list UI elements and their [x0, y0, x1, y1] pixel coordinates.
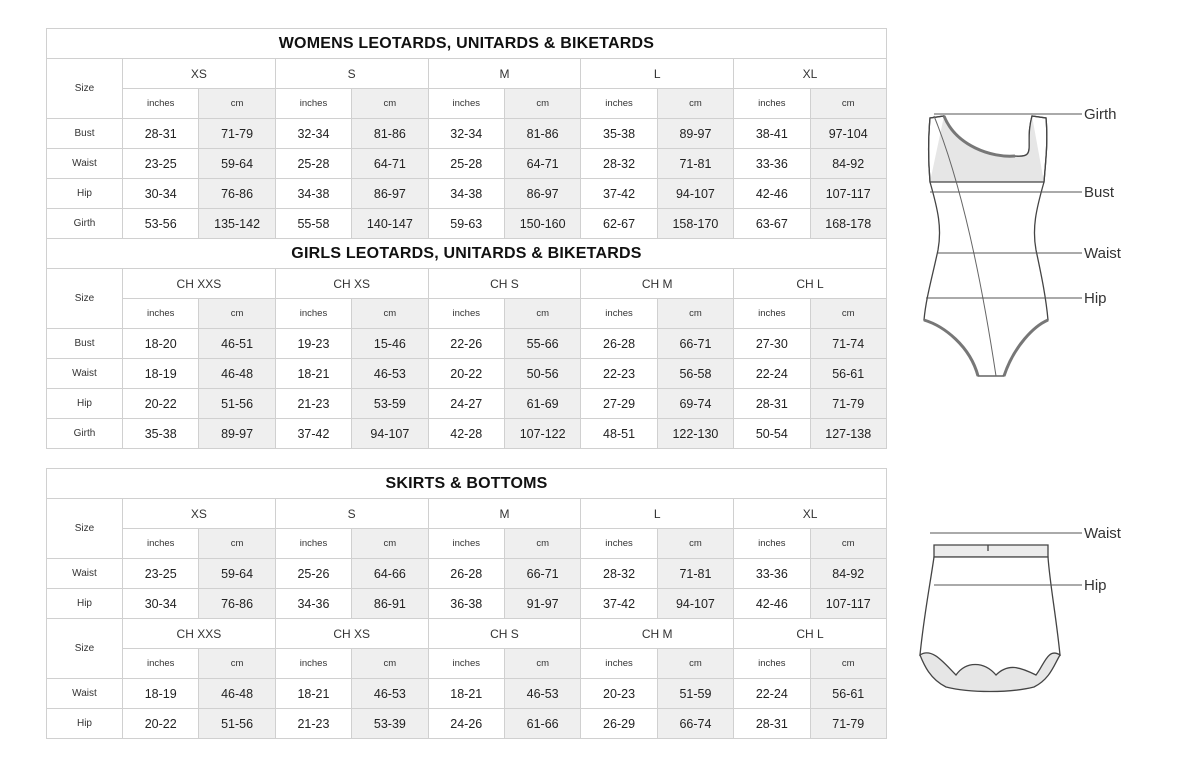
- table-cell: 46-53: [504, 679, 580, 709]
- table-cell: 24-27: [428, 389, 504, 419]
- table-cell: 94-107: [657, 589, 733, 619]
- table-cell: 18-21: [275, 679, 351, 709]
- table-cell: 22-24: [734, 359, 810, 389]
- table-cell: 71-79: [199, 119, 275, 149]
- table-cell: 59-63: [428, 209, 504, 239]
- skirts-adult-size-header-row: [47, 499, 887, 529]
- womens-row-hip: [47, 179, 887, 209]
- label-skirt-hip: Hip: [1084, 577, 1107, 594]
- table-cell: 63-67: [734, 209, 810, 239]
- label-hip: Hip: [1084, 290, 1107, 307]
- table-cell: 32-34: [275, 119, 351, 149]
- table-cell: 42-46: [734, 589, 810, 619]
- skirts-adult-row-label: Hip: [47, 589, 123, 619]
- skirts-child-size-1: CH XS: [275, 619, 428, 649]
- table-cell: 86-91: [352, 589, 428, 619]
- unit-inches: inches: [275, 529, 351, 559]
- skirts-child-size-0: CH XXS: [123, 619, 276, 649]
- label-skirt-waist: Waist: [1084, 525, 1121, 542]
- table-cell: 46-53: [352, 679, 428, 709]
- girls-size-1: CH XS: [275, 269, 428, 299]
- table-cell: 48-51: [581, 419, 657, 449]
- table-cell: 64-71: [352, 149, 428, 179]
- table-cell: 71-79: [810, 389, 886, 419]
- table-cell: 19-23: [275, 329, 351, 359]
- table-cell: 22-26: [428, 329, 504, 359]
- table-cell: 107-117: [810, 179, 886, 209]
- girls-row-label: Waist: [47, 359, 123, 389]
- table-cell: 168-178: [810, 209, 886, 239]
- table-cell: 15-46: [352, 329, 428, 359]
- unit-inches: inches: [428, 299, 504, 329]
- table-cell: 46-51: [199, 329, 275, 359]
- skirts-adult-size-1: S: [275, 499, 428, 529]
- skirts-child-size-3: CH M: [581, 619, 734, 649]
- table-cell: 71-74: [810, 329, 886, 359]
- girls-row-bust: [47, 329, 887, 359]
- unit-inches: inches: [734, 649, 810, 679]
- unit-cm: cm: [352, 299, 428, 329]
- table-cell: 56-58: [657, 359, 733, 389]
- table-cell: 26-28: [428, 559, 504, 589]
- table-cell: 94-107: [352, 419, 428, 449]
- table-cell: 50-54: [734, 419, 810, 449]
- table-cell: 28-31: [734, 389, 810, 419]
- unit-inches: inches: [581, 299, 657, 329]
- unit-inches: inches: [123, 649, 199, 679]
- table-cell: 28-32: [581, 559, 657, 589]
- skirts-adult-size-label: Size: [47, 499, 123, 559]
- girls-row-label: Hip: [47, 389, 123, 419]
- unit-inches: inches: [734, 89, 810, 119]
- womens-row-label: Hip: [47, 179, 123, 209]
- womens-size-3: L: [581, 59, 734, 89]
- table-cell: 122-130: [657, 419, 733, 449]
- table-cell: 34-38: [275, 179, 351, 209]
- unit-cm: cm: [657, 89, 733, 119]
- skirts-adult-row-label: Waist: [47, 559, 123, 589]
- unit-cm: cm: [352, 529, 428, 559]
- table-cell: 42-28: [428, 419, 504, 449]
- unit-inches: inches: [123, 529, 199, 559]
- table-cell: 34-38: [428, 179, 504, 209]
- skirts-adult-size-3: L: [581, 499, 734, 529]
- unit-cm: cm: [657, 529, 733, 559]
- table-cell: 71-81: [657, 559, 733, 589]
- skirts-child-size-label: Size: [47, 619, 123, 679]
- girls-row-label: Bust: [47, 329, 123, 359]
- table-cell: 55-58: [275, 209, 351, 239]
- table-cell: 38-41: [734, 119, 810, 149]
- girls-row-label: Girth: [47, 419, 123, 449]
- table-cell: 18-19: [123, 679, 199, 709]
- skirts-adult-size-0: XS: [123, 499, 276, 529]
- table-cell: 20-22: [123, 389, 199, 419]
- table-cell: 51-56: [199, 709, 275, 739]
- unit-cm: cm: [810, 299, 886, 329]
- womens-unit-row: [47, 89, 887, 119]
- leotard-icon: [924, 116, 1048, 376]
- table-cell: 55-66: [504, 329, 580, 359]
- table-cell: 51-59: [657, 679, 733, 709]
- womens-row-bust: [47, 119, 887, 149]
- table-cell: 71-79: [810, 709, 886, 739]
- girls-size-header-row: [47, 269, 887, 299]
- table-cell: 26-28: [581, 329, 657, 359]
- table-cell: 46-48: [199, 679, 275, 709]
- womens-size-0: XS: [123, 59, 276, 89]
- table-cell: 150-160: [504, 209, 580, 239]
- unit-cm: cm: [504, 529, 580, 559]
- table-cell: 25-28: [275, 149, 351, 179]
- table-cell: 64-66: [352, 559, 428, 589]
- table-cell: 76-86: [199, 589, 275, 619]
- table-cell: 18-20: [123, 329, 199, 359]
- table-cell: 71-81: [657, 149, 733, 179]
- skirts-child-row-waist: [47, 679, 887, 709]
- skirts-adult-size-2: M: [428, 499, 581, 529]
- table-cell: 53-59: [352, 389, 428, 419]
- unit-inches: inches: [123, 299, 199, 329]
- table-cell: 61-66: [504, 709, 580, 739]
- girls-size-4: CH L: [734, 269, 887, 299]
- girls-size-label: Size: [47, 269, 123, 329]
- unit-inches: inches: [581, 529, 657, 559]
- table-cell: 64-71: [504, 149, 580, 179]
- table-cell: 66-71: [504, 559, 580, 589]
- table-cell: 66-74: [657, 709, 733, 739]
- unit-cm: cm: [352, 649, 428, 679]
- table-cell: 89-97: [657, 119, 733, 149]
- label-waist: Waist: [1084, 245, 1121, 262]
- unit-inches: inches: [428, 649, 504, 679]
- skirts-child-size-2: CH S: [428, 619, 581, 649]
- womens-size-2: M: [428, 59, 581, 89]
- skirts-adult-size-4: XL: [734, 499, 887, 529]
- unit-cm: cm: [504, 89, 580, 119]
- girls-unit-row: [47, 299, 887, 329]
- skirts-adult-unit-row: [47, 529, 887, 559]
- unit-inches: inches: [734, 529, 810, 559]
- skirts-adult-row-waist: [47, 559, 887, 589]
- unit-inches: inches: [734, 299, 810, 329]
- label-bust: Bust: [1084, 184, 1115, 201]
- table-cell: 76-86: [199, 179, 275, 209]
- unit-cm: cm: [810, 89, 886, 119]
- table-cell: 84-92: [810, 559, 886, 589]
- unit-cm: cm: [199, 89, 275, 119]
- skirts-child-row-label: Hip: [47, 709, 123, 739]
- table-cell: 66-71: [657, 329, 733, 359]
- table-cell: 18-21: [428, 679, 504, 709]
- skirt-measurement-diagram: [900, 515, 1160, 700]
- unit-inches: inches: [428, 529, 504, 559]
- unit-cm: cm: [504, 649, 580, 679]
- skirts-title: SKIRTS & BOTTOMS: [47, 469, 887, 499]
- table-cell: 36-38: [428, 589, 504, 619]
- unit-cm: cm: [810, 649, 886, 679]
- unit-cm: cm: [810, 529, 886, 559]
- table-cell: 37-42: [581, 179, 657, 209]
- table-cell: 23-25: [123, 149, 199, 179]
- table-cell: 127-138: [810, 419, 886, 449]
- table-cell: 32-34: [428, 119, 504, 149]
- table-cell: 27-30: [734, 329, 810, 359]
- table-cell: 20-22: [428, 359, 504, 389]
- table-cell: 97-104: [810, 119, 886, 149]
- label-girth: Girth: [1084, 106, 1117, 123]
- table-cell: 59-64: [199, 559, 275, 589]
- girls-size-0: CH XXS: [123, 269, 276, 299]
- table-cell: 25-26: [275, 559, 351, 589]
- table-cell: 56-61: [810, 679, 886, 709]
- table-cell: 28-32: [581, 149, 657, 179]
- womens-title-row: [47, 29, 887, 59]
- table-cell: 22-24: [734, 679, 810, 709]
- girls-title: GIRLS LEOTARDS, UNITARDS & BIKETARDS: [47, 239, 887, 269]
- table-cell: 135-142: [199, 209, 275, 239]
- table-cell: 30-34: [123, 179, 199, 209]
- table-cell: 107-122: [504, 419, 580, 449]
- unit-inches: inches: [581, 649, 657, 679]
- skirts-child-row-hip: [47, 709, 887, 739]
- table-cell: 35-38: [123, 419, 199, 449]
- table-cell: 25-28: [428, 149, 504, 179]
- table-cell: 35-38: [581, 119, 657, 149]
- table-cell: 20-23: [581, 679, 657, 709]
- unit-inches: inches: [581, 89, 657, 119]
- table-cell: 27-29: [581, 389, 657, 419]
- leotard-measurement-diagram: [900, 100, 1160, 390]
- girls-row-waist: [47, 359, 887, 389]
- womens-row-girth: [47, 209, 887, 239]
- table-cell: 21-23: [275, 709, 351, 739]
- unit-inches: inches: [275, 649, 351, 679]
- table-cell: 107-117: [810, 589, 886, 619]
- unit-cm: cm: [504, 299, 580, 329]
- table-cell: 94-107: [657, 179, 733, 209]
- womens-size-header-row: [47, 59, 887, 89]
- table-cell: 69-74: [657, 389, 733, 419]
- table-cell: 30-34: [123, 589, 199, 619]
- unit-cm: cm: [199, 649, 275, 679]
- table-cell: 20-22: [123, 709, 199, 739]
- skirts-child-unit-row: [47, 649, 887, 679]
- unit-inches: inches: [275, 299, 351, 329]
- womens-row-label: Bust: [47, 119, 123, 149]
- table-cell: 18-21: [275, 359, 351, 389]
- table-cell: 28-31: [123, 119, 199, 149]
- table-cell: 53-39: [352, 709, 428, 739]
- table-cell: 42-46: [734, 179, 810, 209]
- table-cell: 91-97: [504, 589, 580, 619]
- table-cell: 86-97: [504, 179, 580, 209]
- table-cell: 34-36: [275, 589, 351, 619]
- womens-row-label: Waist: [47, 149, 123, 179]
- table-cell: 50-56: [504, 359, 580, 389]
- table-cell: 18-19: [123, 359, 199, 389]
- table-cell: 84-92: [810, 149, 886, 179]
- leotards-size-table: [46, 28, 887, 449]
- unit-cm: cm: [199, 299, 275, 329]
- table-cell: 81-86: [504, 119, 580, 149]
- table-cell: 28-31: [734, 709, 810, 739]
- table-cell: 56-61: [810, 359, 886, 389]
- table-cell: 21-23: [275, 389, 351, 419]
- womens-size-4: XL: [734, 59, 887, 89]
- unit-cm: cm: [657, 299, 733, 329]
- unit-inches: inches: [428, 89, 504, 119]
- skirts-child-size-header-row: [47, 619, 887, 649]
- girls-row-hip: [47, 389, 887, 419]
- table-cell: 23-25: [123, 559, 199, 589]
- unit-inches: inches: [123, 89, 199, 119]
- skirts-size-table: [46, 468, 887, 739]
- womens-row-waist: [47, 149, 887, 179]
- table-cell: 59-64: [199, 149, 275, 179]
- girls-title-row: [47, 239, 887, 269]
- girls-size-3: CH M: [581, 269, 734, 299]
- womens-size-label: Size: [47, 59, 123, 119]
- table-cell: 61-69: [504, 389, 580, 419]
- table-cell: 53-56: [123, 209, 199, 239]
- unit-inches: inches: [275, 89, 351, 119]
- table-cell: 24-26: [428, 709, 504, 739]
- table-cell: 158-170: [657, 209, 733, 239]
- table-cell: 37-42: [275, 419, 351, 449]
- girls-row-girth: [47, 419, 887, 449]
- table-cell: 51-56: [199, 389, 275, 419]
- table-cell: 26-29: [581, 709, 657, 739]
- table-cell: 33-36: [734, 559, 810, 589]
- table-cell: 81-86: [352, 119, 428, 149]
- table-cell: 37-42: [581, 589, 657, 619]
- skirts-adult-row-hip: [47, 589, 887, 619]
- unit-cm: cm: [352, 89, 428, 119]
- unit-cm: cm: [199, 529, 275, 559]
- table-cell: 33-36: [734, 149, 810, 179]
- table-cell: 89-97: [199, 419, 275, 449]
- table-cell: 46-48: [199, 359, 275, 389]
- table-cell: 140-147: [352, 209, 428, 239]
- unit-cm: cm: [657, 649, 733, 679]
- skirts-child-row-label: Waist: [47, 679, 123, 709]
- girls-size-2: CH S: [428, 269, 581, 299]
- table-cell: 62-67: [581, 209, 657, 239]
- skirts-child-size-4: CH L: [734, 619, 887, 649]
- skirts-title-row: [47, 469, 887, 499]
- womens-size-1: S: [275, 59, 428, 89]
- womens-row-label: Girth: [47, 209, 123, 239]
- skirt-icon: [920, 545, 1060, 692]
- table-cell: 86-97: [352, 179, 428, 209]
- table-cell: 22-23: [581, 359, 657, 389]
- womens-title: WOMENS LEOTARDS, UNITARDS & BIKETARDS: [47, 29, 887, 59]
- table-cell: 46-53: [352, 359, 428, 389]
